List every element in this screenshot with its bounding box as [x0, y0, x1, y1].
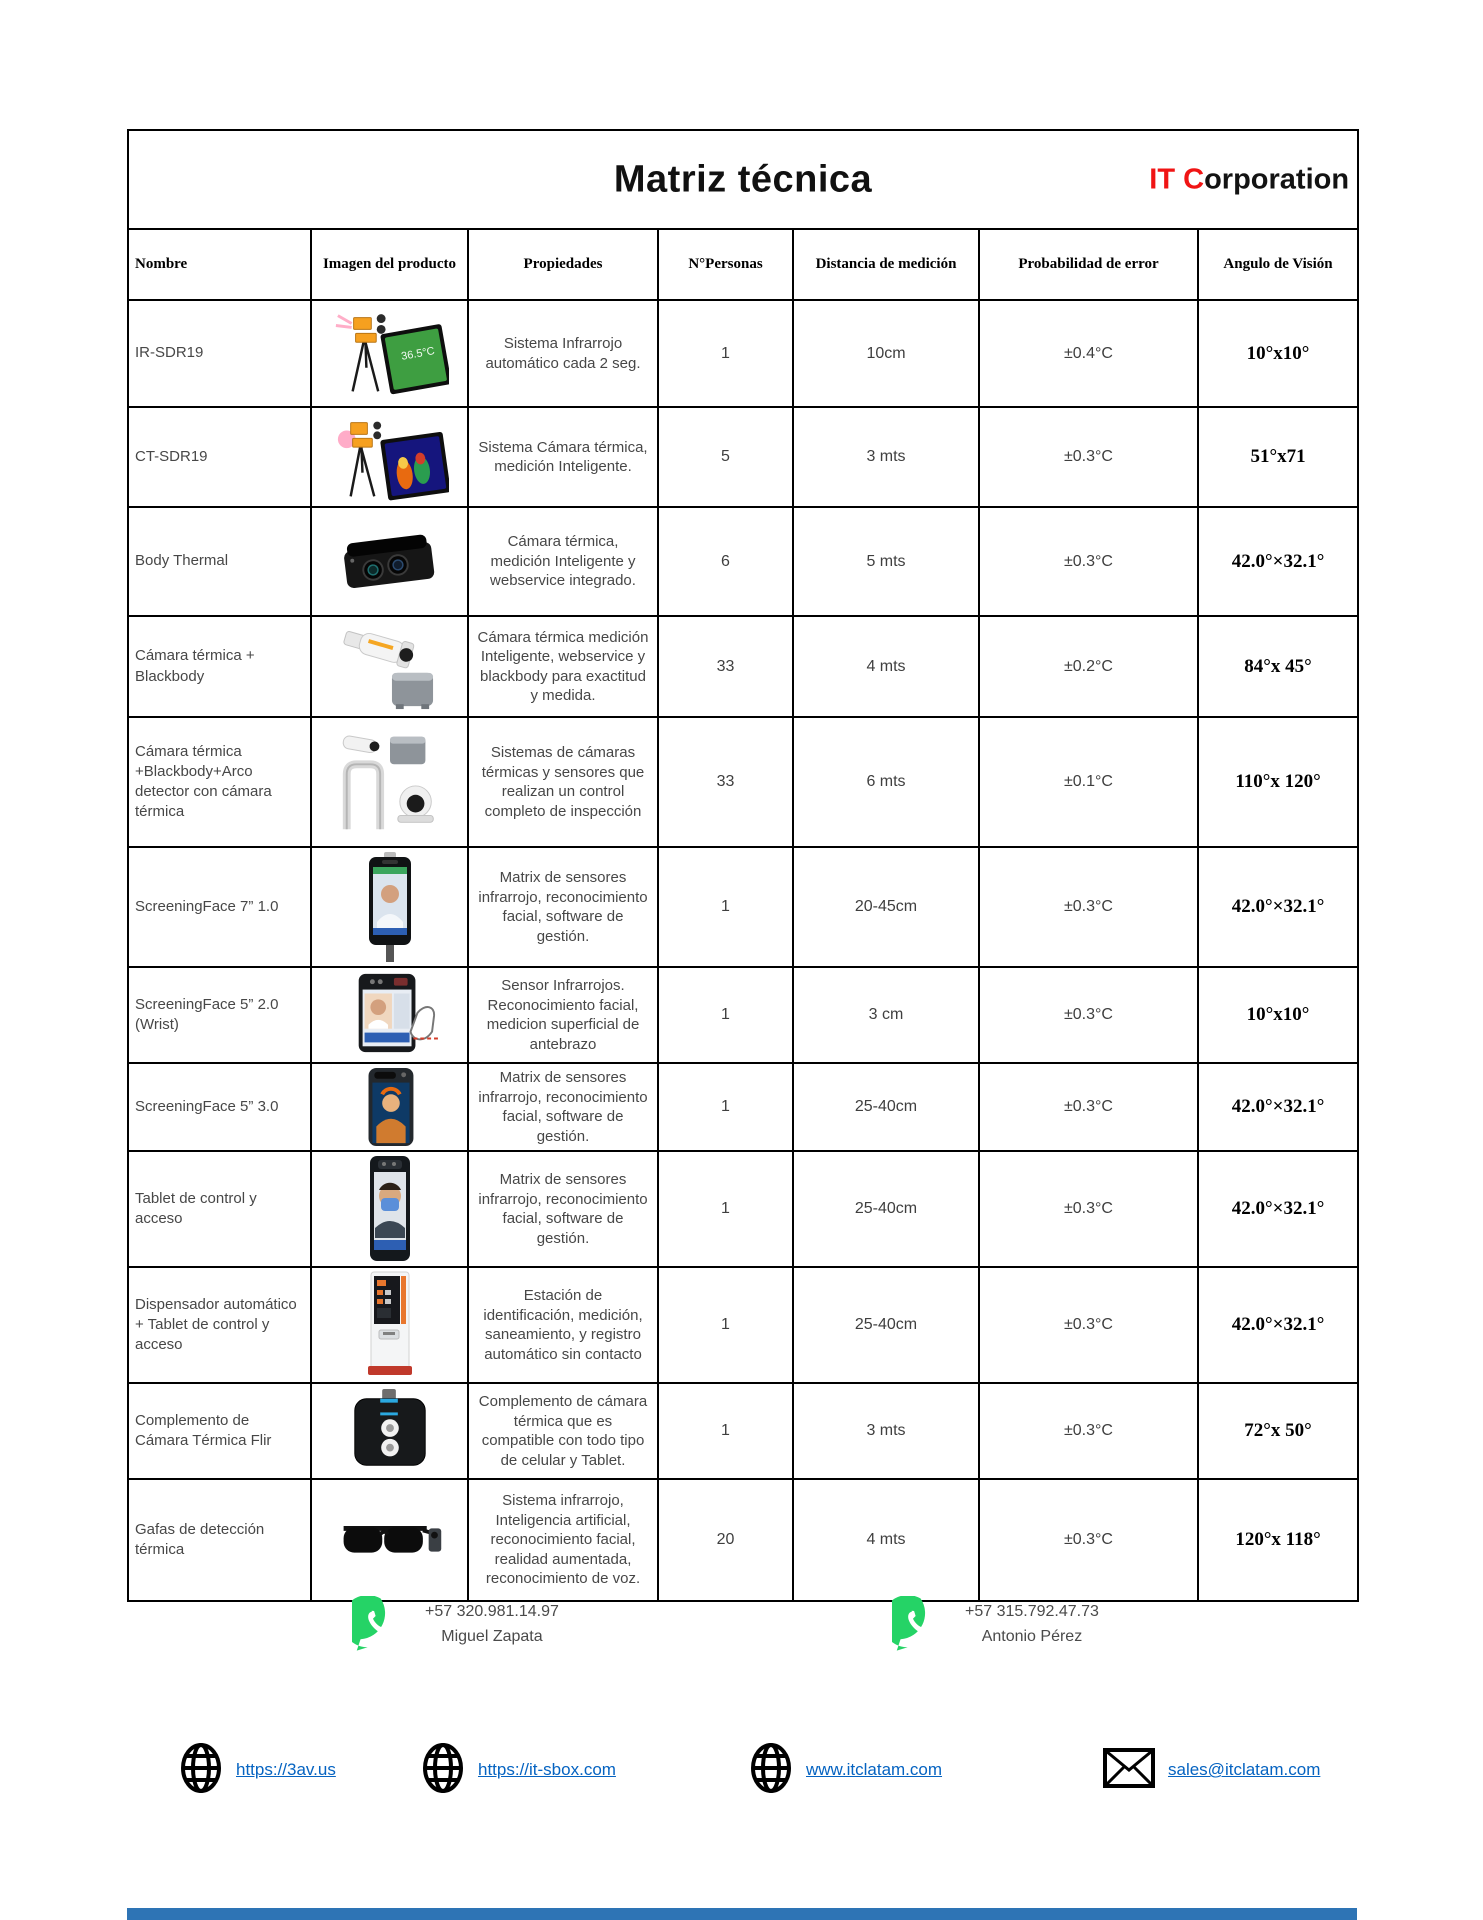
- product-name-cell: Cámara térmica + Blackbody: [128, 616, 311, 717]
- persons-cell: 5: [658, 407, 793, 507]
- website-link-item: [420, 1744, 616, 1796]
- table-row: [128, 1267, 1358, 1383]
- table-row: [128, 1063, 1358, 1151]
- globe-icon: [420, 1743, 466, 1798]
- persons-cell: 1: [658, 1383, 793, 1479]
- distance-cell: 3 cm: [793, 967, 979, 1063]
- email-link[interactable]: sales@itclatam.com: [1168, 1760, 1321, 1779]
- page-title: Matriz técnica: [613, 158, 873, 200]
- product-image: [328, 852, 452, 962]
- error-probability-cell: ±0.3°C: [979, 967, 1198, 1063]
- error-probability-cell: ±0.3°C: [979, 407, 1198, 507]
- table-row: [128, 300, 1358, 407]
- properties-cell: Sistema Infrarrojo automático cada 2 seg.: [468, 300, 658, 407]
- error-probability-cell: ±0.3°C: [979, 1479, 1198, 1601]
- persons-cell: 33: [658, 616, 793, 717]
- product-image: [328, 1387, 452, 1475]
- whatsapp-contact: [352, 1596, 559, 1653]
- vision-angle-cell: 42.0°×32.1°: [1198, 1151, 1358, 1267]
- distance-cell: 25-40cm: [793, 1267, 979, 1383]
- contact-phone: +57 320.981.14.97: [425, 1602, 559, 1620]
- column-header-error: Probabilidad de error: [979, 229, 1198, 300]
- persons-cell: 1: [658, 1267, 793, 1383]
- dispenser-kiosk-icon: [354, 1270, 426, 1380]
- properties-cell: Estación de identificación, medición, saneamiento, y registro automático sin contacto: [468, 1267, 658, 1383]
- column-header-imagen: Imagen del producto: [311, 229, 468, 300]
- product-name-cell: CT-SDR19: [128, 407, 311, 507]
- product-name-cell: Cámara térmica +Blackbody+Arco detector con cámara térmica: [128, 717, 311, 847]
- column-header-personas: N°Personas: [658, 229, 793, 300]
- error-probability-cell: ±0.3°C: [979, 507, 1198, 616]
- product-image: [328, 1066, 452, 1148]
- table-row: [128, 616, 1358, 717]
- vision-angle-cell: 42.0°×32.1°: [1198, 507, 1358, 616]
- properties-cell: Cámara térmica, medición Inteligente y webservice integrado.: [468, 507, 658, 616]
- mail-icon: [1102, 1747, 1156, 1794]
- error-probability-cell: ±0.3°C: [979, 847, 1198, 967]
- tablet-wrist-icon: [331, 970, 449, 1060]
- product-name-cell: IR-SDR19: [128, 300, 311, 407]
- distance-cell: 4 mts: [793, 1479, 979, 1601]
- contact-phone: +57 315.792.47.73: [965, 1602, 1099, 1620]
- persons-cell: 6: [658, 507, 793, 616]
- website-link[interactable]: https://3av.us: [236, 1760, 336, 1779]
- vision-angle-cell: 42.0°×32.1°: [1198, 1063, 1358, 1151]
- table-row: [128, 1151, 1358, 1267]
- persons-cell: 33: [658, 717, 793, 847]
- vision-angle-cell: 110°x 120°: [1198, 717, 1358, 847]
- error-probability-cell: ±0.3°C: [979, 1151, 1198, 1267]
- product-image: [328, 970, 452, 1060]
- smart-glasses-icon: [331, 1511, 449, 1569]
- contact-name: Miguel Zapata: [441, 1627, 543, 1645]
- error-probability-cell: ±0.3°C: [979, 1063, 1198, 1151]
- product-name-cell: Dispensador automático + Tablet de control y acceso: [128, 1267, 311, 1383]
- product-image: [328, 1511, 452, 1569]
- properties-cell: Sensor Infrarrojos. Reconocimiento facial, medicion superficial de antebrazo: [468, 967, 658, 1063]
- distance-cell: 5 mts: [793, 507, 979, 616]
- properties-cell: Sistema Cámara térmica, medición Inteligente.: [468, 407, 658, 507]
- website-link[interactable]: https://it-sbox.com: [478, 1760, 616, 1779]
- website-link-item: [748, 1744, 942, 1796]
- contact-name: Antonio Pérez: [981, 1627, 1083, 1645]
- persons-cell: 1: [658, 967, 793, 1063]
- properties-cell: Sistemas de cámaras térmicas y sensores que realizan un control completo de inspección: [468, 717, 658, 847]
- tablet-portrait-icon: [354, 1154, 426, 1264]
- vision-angle-cell: 10°x10°: [1198, 967, 1358, 1063]
- table-row: [128, 717, 1358, 847]
- properties-cell: Matrix de sensores infrarrojo, reconocimiento facial, software de gestión.: [468, 847, 658, 967]
- error-probability-cell: ±0.3°C: [979, 1383, 1198, 1479]
- distance-cell: 25-40cm: [793, 1063, 979, 1151]
- table-row: [128, 1479, 1358, 1601]
- product-image: [328, 523, 452, 601]
- email-link-item: [1102, 1744, 1320, 1796]
- black-dual-camera-icon: [331, 523, 449, 601]
- product-image: [328, 730, 452, 834]
- table-row: [128, 1383, 1358, 1479]
- properties-cell: Sistema infrarrojo, Inteligencia artificial, reconocimiento facial, realidad aumentada, reconocimiento de voz.: [468, 1479, 658, 1601]
- error-probability-cell: ±0.4°C: [979, 300, 1198, 407]
- persons-cell: 1: [658, 847, 793, 967]
- product-name-cell: Tablet de control y acceso: [128, 1151, 311, 1267]
- product-image: [328, 1270, 452, 1380]
- vision-angle-cell: 51°x71: [1198, 407, 1358, 507]
- vision-angle-cell: 72°x 50°: [1198, 1383, 1358, 1479]
- vision-angle-cell: 42.0°×32.1°: [1198, 1267, 1358, 1383]
- table-row: [128, 967, 1358, 1063]
- header-row: [128, 229, 1358, 300]
- product-name-cell: ScreeningFace 5” 2.0 (Wrist): [128, 967, 311, 1063]
- matrix-table: [127, 129, 1359, 1602]
- persons-cell: 20: [658, 1479, 793, 1601]
- table-row: [128, 407, 1358, 507]
- column-header-propiedades: Propiedades: [468, 229, 658, 300]
- properties-cell: Matrix de sensores infrarrojo, reconocimiento facial, software de gestión.: [468, 1063, 658, 1151]
- logo-black-part: orporation: [1204, 163, 1350, 195]
- logo-red-part: IT C: [1149, 163, 1205, 195]
- table-body: [128, 300, 1358, 1601]
- vision-angle-cell: 10°x10°: [1198, 300, 1358, 407]
- distance-cell: 10cm: [793, 300, 979, 407]
- persons-cell: 1: [658, 300, 793, 407]
- properties-cell: Matrix de sensores infrarrojo, reconocimiento facial, software de gestión.: [468, 1151, 658, 1267]
- persons-cell: 1: [658, 1063, 793, 1151]
- product-image: [328, 622, 452, 712]
- product-name-cell: Gafas de detección térmica: [128, 1479, 311, 1601]
- company-logo: [1149, 163, 1349, 196]
- distance-cell: 3 mts: [793, 1383, 979, 1479]
- error-probability-cell: ±0.1°C: [979, 717, 1198, 847]
- properties-cell: Complemento de cámara térmica que es compatible con todo tipo de celular y Tablet.: [468, 1383, 658, 1479]
- website-link-item: [178, 1744, 336, 1796]
- product-name-cell: Complemento de Cámara Térmica Flir: [128, 1383, 311, 1479]
- footer-bar: [127, 1908, 1357, 1920]
- website-link[interactable]: www.itclatam.com: [806, 1760, 943, 1779]
- error-probability-cell: ±0.2°C: [979, 616, 1198, 717]
- product-image: [328, 1154, 452, 1264]
- tablet-small-icon: [349, 1066, 431, 1148]
- camera-arch-dome-icon: [331, 730, 449, 834]
- product-image: [328, 308, 452, 400]
- flir-module-icon: [335, 1387, 445, 1475]
- product-name-cell: Body Thermal: [128, 507, 311, 616]
- distance-cell: 20-45cm: [793, 847, 979, 967]
- product-name-cell: ScreeningFace 7” 1.0: [128, 847, 311, 967]
- distance-cell: 3 mts: [793, 407, 979, 507]
- distance-cell: 6 mts: [793, 717, 979, 847]
- technical-matrix: [127, 129, 1357, 1602]
- distance-cell: 4 mts: [793, 616, 979, 717]
- properties-cell: Cámara térmica medición Inteligente, webservice y blackbody para exactitud y medida.: [468, 616, 658, 717]
- screen-temperature-label: 36.5°C: [399, 344, 436, 363]
- persons-cell: 1: [658, 1151, 793, 1267]
- globe-icon: [178, 1743, 224, 1798]
- table-row: [128, 507, 1358, 616]
- tripod-thermal-screen-icon: [331, 411, 449, 503]
- distance-cell: 25-40cm: [793, 1151, 979, 1267]
- bullet-camera-blackbody-icon: [331, 622, 449, 712]
- column-header-angulo: Angulo de Visión: [1198, 229, 1358, 300]
- title-row: [128, 130, 1358, 229]
- whatsapp-icon[interactable]: [892, 1596, 949, 1653]
- column-header-nombre: Nombre: [128, 229, 311, 300]
- error-probability-cell: ±0.3°C: [979, 1267, 1198, 1383]
- whatsapp-icon[interactable]: [352, 1596, 409, 1653]
- whatsapp-contact: [892, 1596, 1099, 1653]
- vision-angle-cell: 84°x 45°: [1198, 616, 1358, 717]
- product-name-cell: ScreeningFace 5” 3.0: [128, 1063, 311, 1151]
- vision-angle-cell: 120°x 118°: [1198, 1479, 1358, 1601]
- kiosk-screen-icon: [354, 852, 426, 962]
- globe-icon: [748, 1743, 794, 1798]
- vision-angle-cell: 42.0°×32.1°: [1198, 847, 1358, 967]
- column-header-distancia: Distancia de medición: [793, 229, 979, 300]
- table-row: [128, 847, 1358, 967]
- product-image: [328, 411, 452, 503]
